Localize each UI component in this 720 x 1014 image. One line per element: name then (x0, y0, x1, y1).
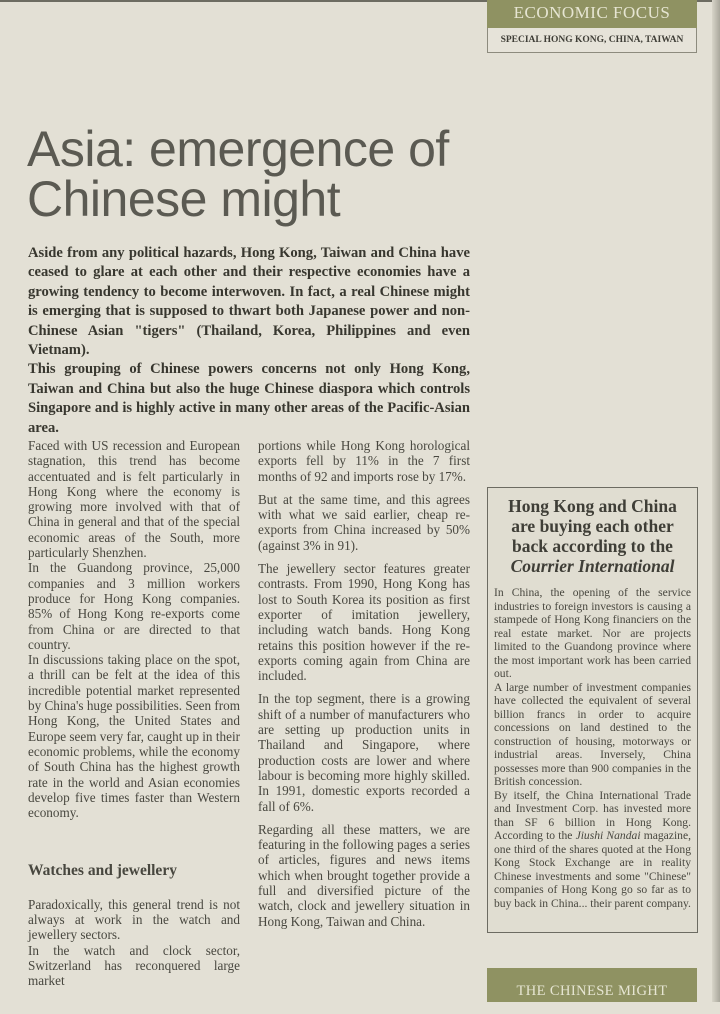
sidebar-title (494, 496, 691, 576)
title-line-1: Asia: emergence of (27, 121, 449, 177)
special-label: SPECIAL HONG KONG, CHINA, TAIWAN (487, 28, 697, 53)
sidebar-title-publication: Courrier International (510, 556, 675, 576)
section-header (487, 0, 697, 54)
body-paragraph: In discussions taking place on the spot, a thrill can be felt at the idea of this incredible potential market represented by China's huge possibilities. Seen from Hong Kong, the United States and Europe seem very far, caught up in their economic problems, while the economy of South China has the highest growth rate in the world and Asian economies develop five times faster than Western economy. (28, 652, 240, 821)
body-paragraph: In the watch and clock sector, Switzerland has reconquered large market (28, 942, 240, 989)
body-paragraph: Paradoxically, this general trend is not always at work in the watch and jewellery sectors. (28, 896, 240, 943)
section-label: ECONOMIC FOCUS (487, 0, 697, 28)
sidebar-paragraph (494, 789, 691, 911)
footer-band: THE CHINESE MIGHT (487, 968, 697, 1002)
magazine-name: Jiushi Nandai (575, 829, 641, 842)
subheading: Watches and jewellery (28, 862, 177, 880)
text: By itself, the China International Trade and Investment Corp. has invested more than SF 6 billion in Hong Kong. According to the (494, 788, 691, 842)
article-title (27, 121, 449, 227)
page-edge-shadow (712, 0, 720, 1002)
sidebar-paragraph: In China, the opening of the service industries to foreign investors is causing a stampede of Hong Kong financiers on the real estate market. Nor are projects limited to the Guandong province where the most important work has been carried out. (494, 586, 691, 680)
body-paragraph: But at the same time, and this agrees with what we said earlier, cheap re-exports from China increased by 50% (against 3% in 91). (258, 491, 470, 553)
article-intro (28, 244, 470, 438)
body-paragraph: In the top segment, there is a growing shift of a number of manufacturers who are setting up production units in Thailand and Singapore, where production costs are lower and where labour is becoming more highly skilled. In 1991, domestic exports recorded a fall of 6%. (258, 691, 470, 814)
intro-paragraph: Aside from any political hazards, Hong Kong, Taiwan and China have ceased to glare at each other and their respective economies have a growing tendency to become interwoven. In fact, a real Chinese might is emerging that is supposed to thwart both Japanese power and non-Chinese Asian "tigers" (Thailand, Korea, Philippines and even Vietnam). (28, 245, 470, 359)
intro-paragraph: This grouping of Chinese powers concerns not only Hong Kong, Taiwan and China but also the huge Chinese diaspora which controls Singapore and is highly active in many other areas of the Pacific-Asian area. (28, 361, 470, 436)
body-paragraph: In the Guandong province, 25,000 companies and 3 million workers produce for Hong Kong companies. 85% of Hong Kong re-exports come from China or are directed to that country. (28, 560, 240, 652)
body-paragraph: Faced with US recession and European stagnation, this trend has become accentuated and is felt particularly in Hong Kong where the economy is growing more involved with that of China in general and that of the special economic areas of the South, more particularly Shenzhen. (28, 438, 240, 561)
sidebar-paragraph: A large number of investment companies have collected the equivalent of several billion francs in order to acquire concessions on land destined to the construction of housing, motorways or industrial areas. Inversely, China possesses more than 900 companies in the British concession. (494, 680, 691, 788)
title-line-2: Chinese might (27, 171, 341, 227)
column-2 (258, 438, 470, 937)
text: magazine, one third of the shares quoted at the Hong Kong Stock Exchange are in reality Chinese investments and some "Chinese" companies of Hong Kong go so far as to buy back in China... their parent company. (494, 829, 692, 910)
body-paragraph: The jewellery sector features greater contrasts. From 1990, Hong Kong has lost to South Korea its position as first exporter of imitation jewellery, including watch bands. Hong Kong retains this position however if the re-exports coming again from China are included. (258, 561, 470, 684)
body-paragraph: portions while Hong Kong horological exports fell by 11% in the 7 first months of 92 and imports rose by 17%. (258, 438, 470, 484)
sidebar-title-text: Hong Kong and China are buying each other back according to the (508, 496, 677, 556)
column-1 (28, 438, 240, 989)
sidebar-box (487, 487, 698, 933)
body-paragraph: Regarding all these matters, we are featuring in the following pages a series of articles, figures and news items which when brought together provide a full and diversified picture of the watch, clock and jewellery situation in Hong Kong, Taiwan and China. (258, 821, 470, 929)
